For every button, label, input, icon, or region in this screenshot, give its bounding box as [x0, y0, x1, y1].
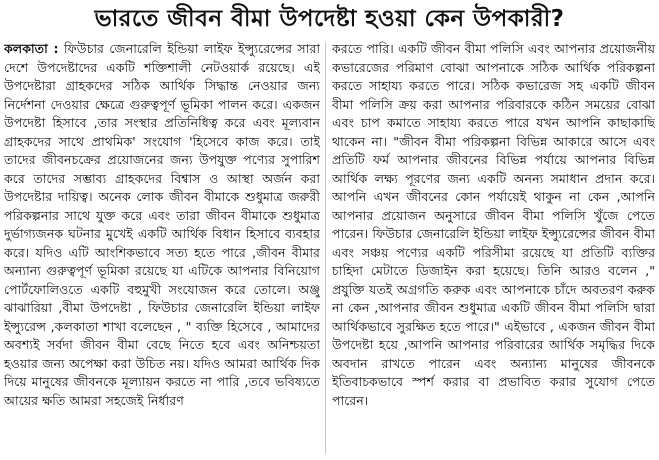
- article-dateline: কলকাতা :: [4, 41, 59, 56]
- article-column-left: [4, 40, 320, 458]
- article-paragraph-left: [4, 40, 320, 410]
- article-column-right: [332, 40, 655, 458]
- article-body-right: করতে পারি। একটি জীবন বীমা পলিসি এবং আপনার প্রয়োজনীয় কভারেজের পরিমাণ বোঝা আপনাকে সঠিক আর্থিক পরিকল্পনা করতে সাহায্য করতে পারে। সঠিক কভারেজ সহ একটি জীবন বীমা পলিসি ক্রয় করা আপনার পরিবারকে কঠিন সময়ের বোঝা এবং চাপ কমাতে সাহায্য করতে পারে যখন আপনি কাছাকাছি থাকেন না। "জীবন বীমা পরিকল্পনা বিভিন্ন আকারে আসে এবং প্রতিটি ফর্ম আপনার জীবনের বিভিন্ন পর্যায়ে আপনার বিভিন্ন আর্থিক লক্ষ্য পূরণের জন্য একটি অনন্য সমাধান প্রদান করে। আপনি এখন জীবনের কোন পর্যায়েই থাকুন না কেন ,আপনি আপনার প্রয়োজন অনুসারে জীবন বীমা পলিসি খুঁজে পেতে পারেন। ফিউচার জেনারেলি ইন্ডিয়া লাইফ ইন্স্যুরেন্সের জীবন বীমা এবং সঞ্চয় পণ্যের একটি পরিসীমা রয়েছে যা প্রতিটি ব্যক্তির চাহিদা মেটাতে ডিজাইন করা হয়েছে। তিনি আরও বলেন ," প্রযুক্তি যতই অগ্রগতি করুক এবং আপনাকে চাঁদে অবতরণ করুক না কেন ,আপনার জীবন শুধুমাত্র একটি জীবন বীমা পলিসি দ্বারা আর্থিকভাবে সুরক্ষিত হতে পারে।" এইভাবে , একজন জীবন বীমা উপদেষ্টা হয়ে ,আপনি আপনার পরিবারের আর্থিক সমৃদ্ধির দিকে অবদান রাখতে পারেন এবং অন্যান্য মানুষের জীবনকে ইতিবাচকভাবে স্পর্শ করার বা প্রভাবিত করার সুযোগ পেতে পারেন।: [332, 41, 655, 408]
- article-headline: ভারতে জীবন বীমা উপদেষ্টা হওয়া কেন উপকারী?: [94, 6, 565, 32]
- article-body-left: ফিউচার জেনারেলি ইন্ডিয়া লাইফ ইন্স্যুরেন্সের সারা দেশে উপদেষ্টাদের একটি শক্তিশালী নেটওয়ার্ক রয়েছে। এই উপদেষ্টারা গ্রাহকদের সঠিক আর্থিক সিদ্ধান্ত নেওয়ার জন্য নির্দেশনা দেওয়ার ক্ষেত্রে গুরুত্বপূর্ণ ভূমিকা পালন করে। একজন উপদেষ্টা হিসাবে ,তার সংস্থার প্রতিনিধিত্ব করে এবং মূল্যবান গ্রাহকদের সাথে প্রাথমিক' সংযোগ 'হিসেবে কাজ করে। তাই তাদের জীবনচক্রের প্রয়োজনের জন্য উপযুক্ত পণ্যের সুপারিশ করে তাদের সম্ভাব্য গ্রাহকদের বিশ্বাস ও আস্থা অর্জন করা উপদেষ্টার দায়িত্ব। অনেক লোক জীবন বীমাকে শুধুমাত্র জরুরী পরিকল্পনার সাথে যুক্ত করে এবং তারা জীবন বীমাকে শুধুমাত্র দুর্ভাগ্যজনক ঘটনার মুখেই একটি আর্থিক বিধান হিসাবে ব্যবহার করে। যদিও এটি আংশিকভাবে সত্য হতে পারে ,জীবন বীমার অন্যান্য গুরুত্বপূর্ণ ভূমিকা রয়েছে যা এটিকে আপনার বিনিয়োগ পোর্টফোলিওতে একটি বহুমুখী সংযোজন করে তোলে। অঞ্জু ঝাঝারিয়া ,বীমা উপদেষ্টা , ফিউচার জেনারেলি ইন্ডিয়া লাইফ ইন্স্যুরেন্স ,কলকাতা শাখা বলেছেন , " ব্যক্তি হিসেবে , আমাদের অবশ্যই সর্বদা জীবন বীমা বেছে নিতে হবে এবং অনিশ্চয়তা হওয়ার জন্য অপেক্ষা করা উচিত নয়। যদিও আমরা আর্থিক দিক দিয়ে মানুষের জীবনকে মূল্যায়ন করতে না পারি ,তবে ভবিষ্যতে আয়ের ক্ষতি আমরা সহজেই নির্ধারণ: [4, 41, 320, 408]
- column-divider: [325, 42, 326, 454]
